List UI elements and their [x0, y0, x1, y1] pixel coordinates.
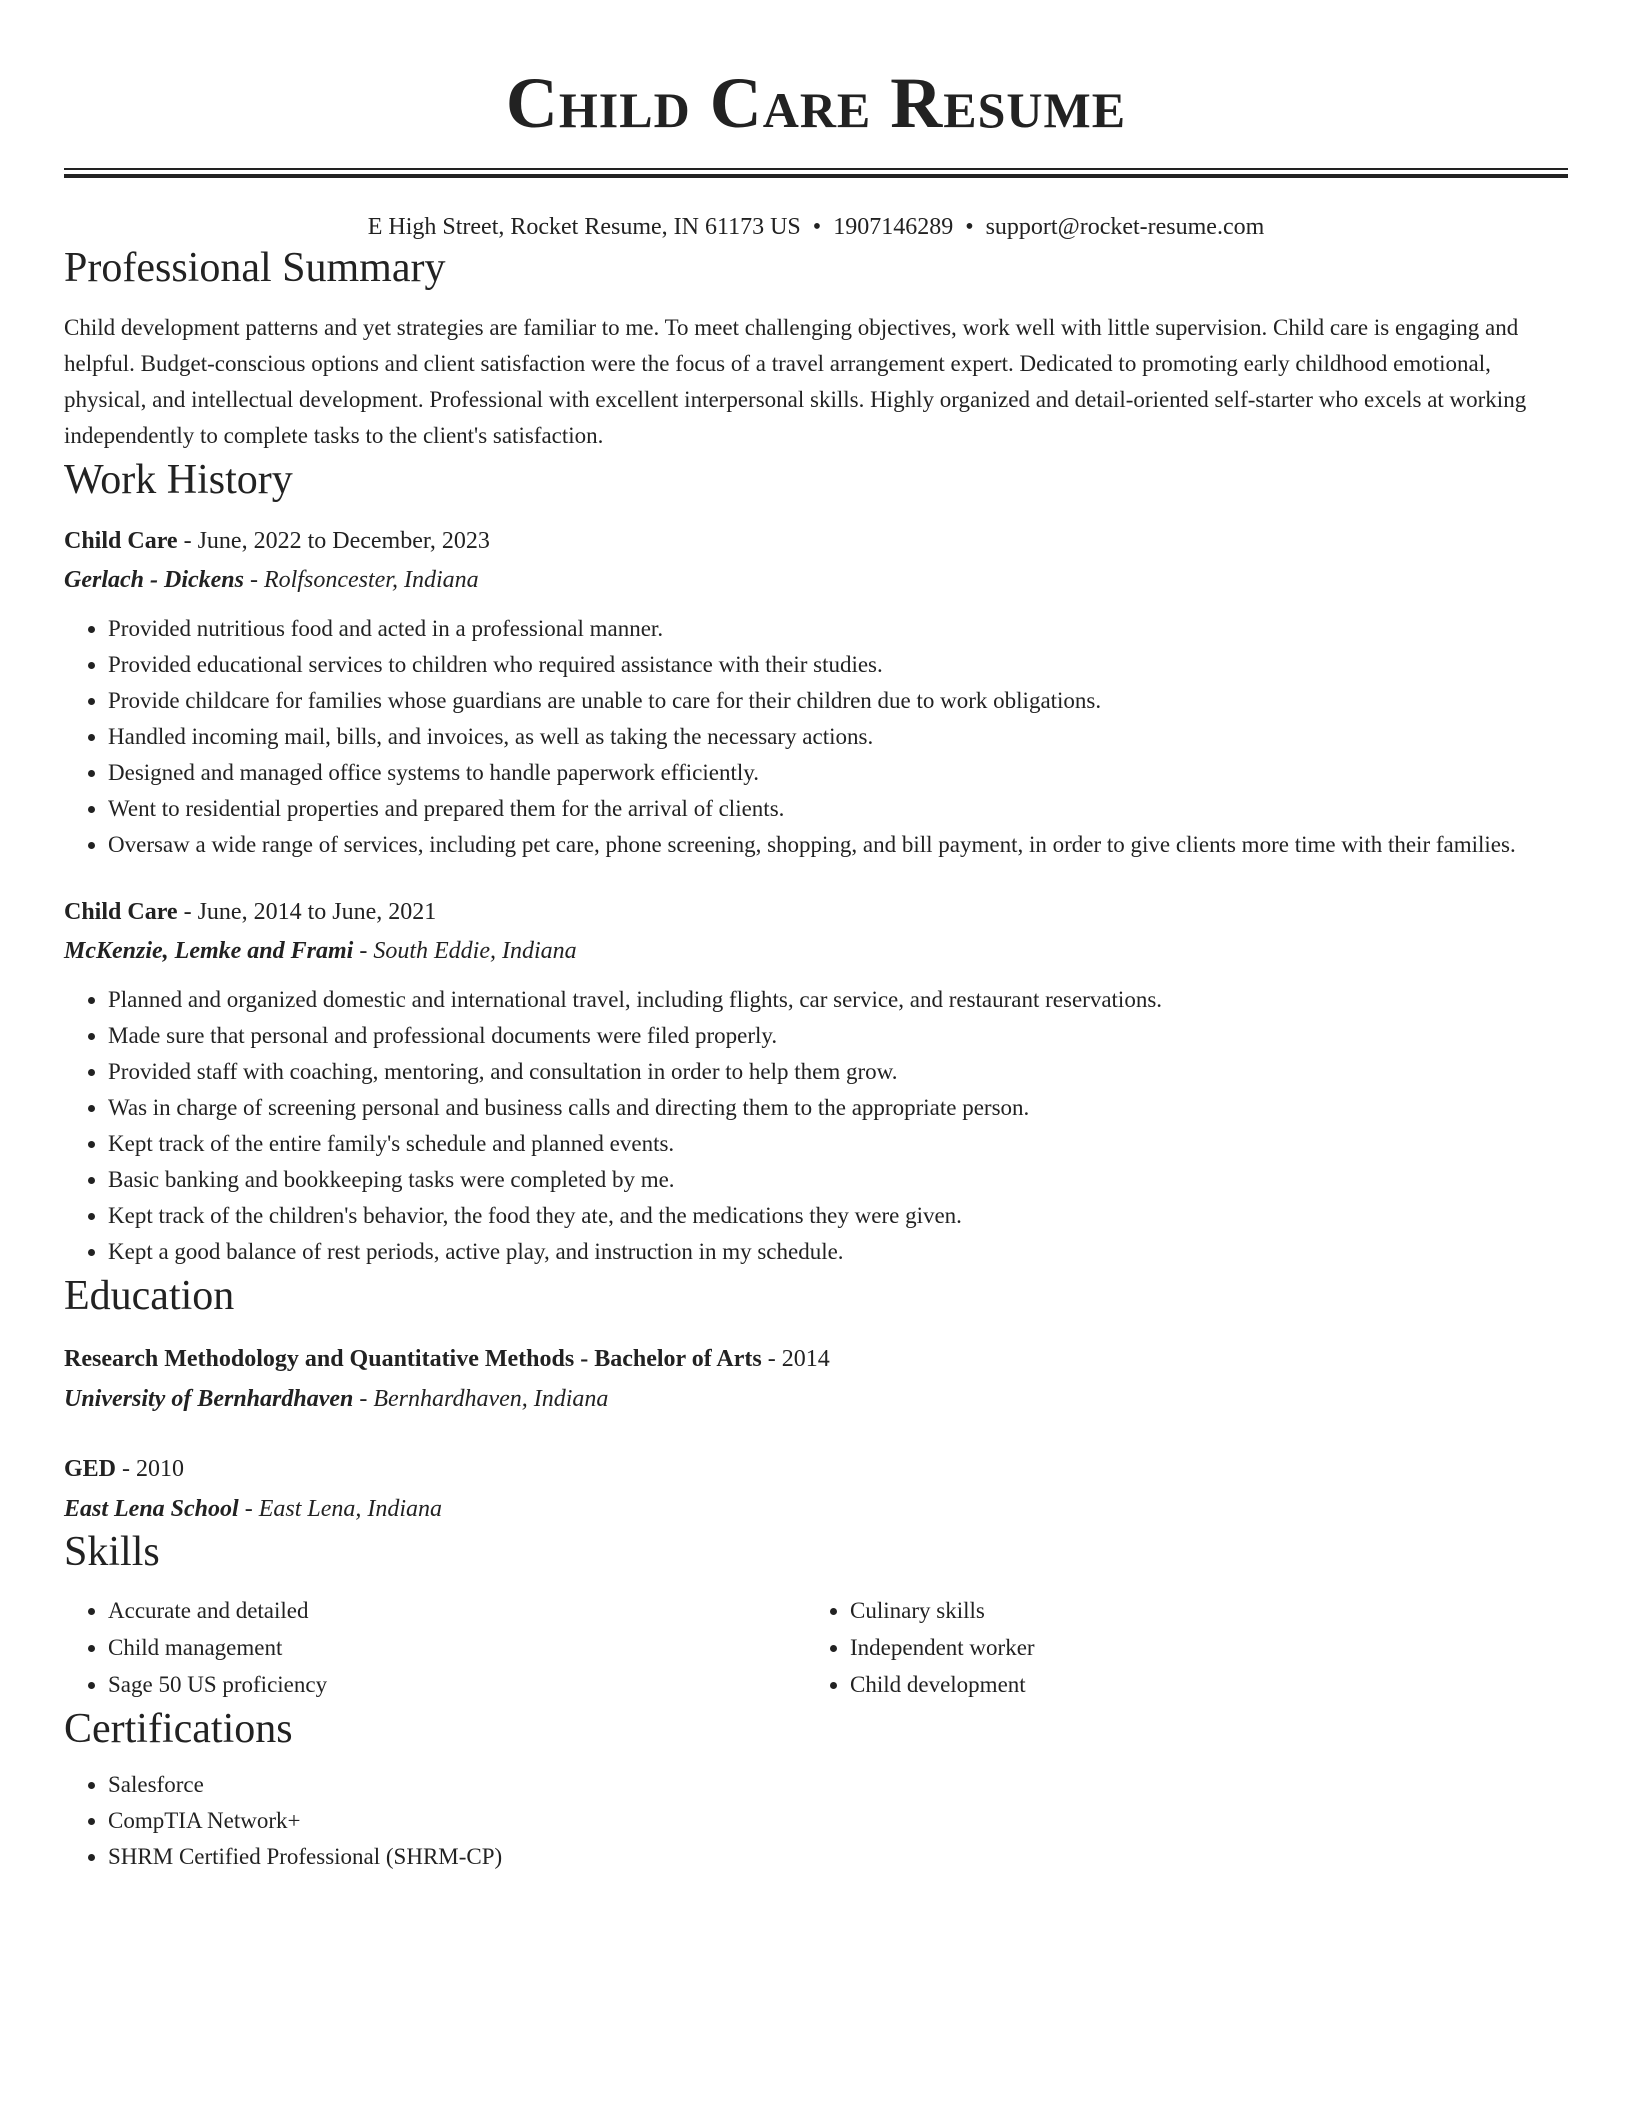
- education-location: - Bernhardhaven, Indiana: [353, 1386, 609, 1412]
- job-title-line: [64, 895, 1568, 929]
- contact-line: [64, 212, 1568, 242]
- skills-heading: Skills: [64, 1529, 160, 1575]
- education-year: - 2010: [116, 1456, 185, 1482]
- job-bullet: • Oversaw a wide range of services, including pet care, phone screening, shopping, and bill payment, in order to give clients more time with their families.: [108, 827, 1568, 863]
- contact-address: E High Street, Rocket Resume, IN 61173 US: [367, 214, 801, 240]
- job-bullet: • Designed and managed office systems to handle paperwork efficiently.: [108, 755, 1568, 791]
- job-dates: - June, 2014 to June, 2021: [177, 899, 437, 925]
- certification-item: • Salesforce: [108, 1767, 1568, 1803]
- job-employer: Gerlach - Dickens: [64, 567, 244, 593]
- job-entry: [64, 895, 1568, 1270]
- resume-title: Child Care Resume: [505, 63, 1127, 143]
- job-bullet: • Planned and organized domestic and international travel, including flights, car service, and restaurant reservations.: [108, 982, 1568, 1018]
- education-school: East Lena School: [64, 1496, 239, 1522]
- job-bullet: • Kept track of the children's behavior, the food they ate, and the medications they were given.: [108, 1198, 1568, 1234]
- job-entry: [64, 524, 1568, 863]
- job-bullets: [64, 611, 1568, 863]
- job-bullet: • Provide childcare for families whose guardians are unable to care for their children due to work obligations.: [108, 683, 1568, 719]
- skill-item: • Sage 50 US proficiency: [108, 1666, 806, 1703]
- certifications-list: [64, 1767, 1568, 1875]
- job-title: Child Care: [64, 899, 178, 925]
- skills-column-left: [64, 1592, 806, 1703]
- education-year: - 2014: [761, 1346, 830, 1372]
- skill-item: • Child development: [850, 1666, 1548, 1703]
- job-bullets: [64, 982, 1568, 1270]
- job-bullet: • Basic banking and bookkeeping tasks were completed by me.: [108, 1162, 1568, 1198]
- skill-item: • Independent worker: [850, 1629, 1548, 1666]
- summary-heading: Professional Summary: [64, 245, 446, 291]
- job-bullet: • Kept a good balance of rest periods, active play, and instruction in my schedule.: [108, 1234, 1568, 1270]
- job-bullet: • Made sure that personal and professional documents were filed properly.: [108, 1018, 1568, 1054]
- education-entry: [64, 1342, 1568, 1416]
- job-bullet: • Provided staff with coaching, mentoring, and consultation in order to help them grow.: [108, 1054, 1568, 1090]
- certification-item: • SHRM Certified Professional (SHRM-CP): [108, 1839, 1568, 1875]
- contact-separator: •: [812, 214, 822, 240]
- job-title-line: [64, 524, 1568, 558]
- job-bullet: • Provided nutritious food and acted in a professional manner.: [108, 611, 1568, 647]
- contact-separator: •: [965, 214, 974, 240]
- job-bullet: • Handled incoming mail, bills, and invoices, as well as taking the necessary actions.: [108, 719, 1568, 755]
- summary-text: Child development patterns and yet strategies are familiar to me. To meet challenging objectives, work well with little supervision. Child care is engaging and helpful. Budget-conscious options and client satisfaction were the focus of a travel arrangement expert. Dedicated to promoting early childhood emotional, physical, and intellectual development. Professional with excellent interpersonal skills. Highly organized and detail-oriented self-starter who excels at working independently to complete tasks to the client's satisfaction.: [64, 315, 1527, 448]
- job-bullet: • Kept track of the entire family's schedule and planned events.: [108, 1126, 1568, 1162]
- certifications-heading: Certifications: [64, 1706, 293, 1752]
- job-bullet: • Provided educational services to children who required assistance with their studies.: [108, 647, 1568, 683]
- job-dates: - June, 2022 to December, 2023: [177, 528, 490, 554]
- job-location: - South Eddie, Indiana: [353, 938, 577, 964]
- job-employer-line: [64, 934, 1568, 968]
- education-degree: Research Methodology and Quantitative Methods - Bachelor of Arts: [64, 1346, 762, 1372]
- work-history-heading: Work History: [64, 457, 293, 503]
- education-entry: [64, 1452, 1568, 1526]
- contact-phone: 1907146289: [833, 214, 954, 240]
- education-heading: Education: [64, 1273, 235, 1319]
- education-school: University of Bernhardhaven: [64, 1386, 354, 1412]
- education-school-line: [64, 1492, 1568, 1526]
- job-bullet: • Went to residential properties and prepared them for the arrival of clients.: [108, 791, 1568, 827]
- education-degree-line: [64, 1452, 1568, 1486]
- education-school-line: [64, 1382, 1568, 1416]
- skill-item: • Culinary skills: [850, 1592, 1548, 1629]
- job-title: Child Care: [64, 528, 178, 554]
- education-location: - East Lena, Indiana: [238, 1496, 443, 1522]
- job-employer: McKenzie, Lemke and Frami: [64, 938, 354, 964]
- title-divider: [64, 168, 1568, 178]
- certification-item: • CompTIA Network+: [108, 1803, 1568, 1839]
- skills-grid: [64, 1592, 1568, 1703]
- job-bullet: • Was in charge of screening personal and business calls and directing them to the appropriate person.: [108, 1090, 1568, 1126]
- skills-column-right: [806, 1592, 1548, 1703]
- skill-item: • Accurate and detailed: [108, 1592, 806, 1629]
- education-degree: GED: [64, 1456, 117, 1482]
- contact-email: support@rocket-resume.com: [985, 214, 1265, 240]
- job-employer-line: [64, 563, 1568, 597]
- job-location: - Rolfsoncester, Indiana: [243, 567, 479, 593]
- education-degree-line: [64, 1342, 1568, 1376]
- skill-item: • Child management: [108, 1629, 806, 1666]
